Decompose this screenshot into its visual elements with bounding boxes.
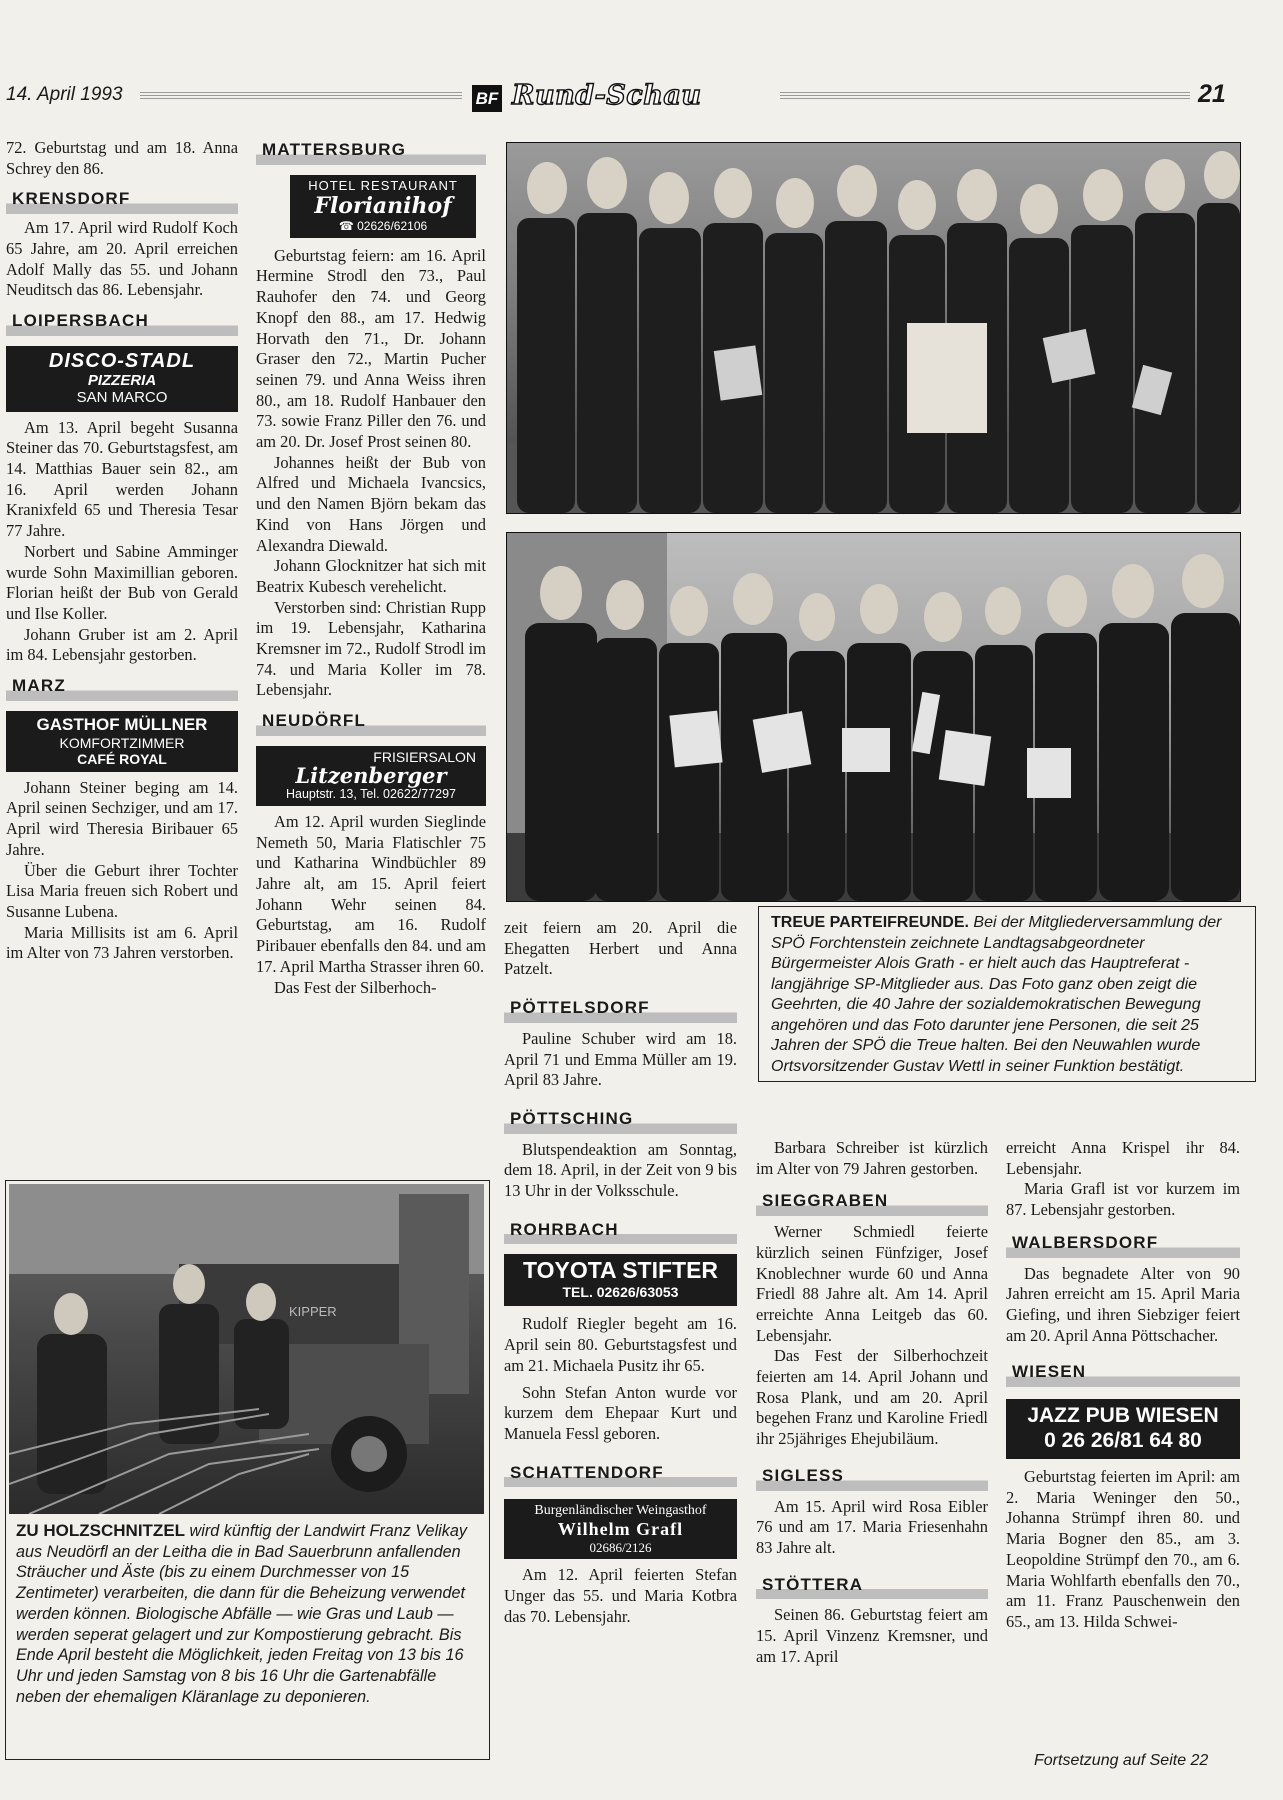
truck-lettering: KIPPER: [289, 1304, 337, 1319]
mattersburg-p3: Johann Glocknitzer hat sich mit Beatrix Kubesch verehelicht.: [256, 556, 486, 596]
wiesen-text: Geburtstag feierten im April: am 2. Maria Weninger den 50., Johanna Strümpf ihren 80. und Maria Bogner den 85., am 3. Leopoldine Strümpf den 70., am 6. Maria Wohlfarth ebenfalls den 70., am 11. Franz Pauschenwein den 65., am 13. Hilda Schwei-: [1006, 1467, 1240, 1631]
column-4: [756, 1138, 988, 1667]
issue-date: 14. April 1993: [6, 84, 123, 105]
ad-florianihof-line2: Florianihof: [314, 192, 452, 219]
marz-p2: Über die Geburt ihrer Tochter Lisa Maria freuen sich Robert und Susanne Lubena.: [6, 860, 238, 921]
photo-25-year-members-image: [507, 533, 1240, 901]
col5-p0: erreicht Anna Krispel ihr 84. Lebensjahr.: [1006, 1138, 1240, 1178]
ad-florianihof: [290, 175, 476, 238]
ad-litz-line1: FRISIERSALON: [373, 748, 476, 765]
column-1: [6, 138, 238, 964]
heading-rohrbach: ROHRBACH: [504, 1218, 737, 1245]
neudoerfl-p1: Am 12. April wurden Sieglinde Nemeth 50, Maria Flatischler 75 und Katharina Windbüchler 89 Jahre alt, am 15. April feiert Johann Wehr seinen 84. Geburtstag, am 16. Rudolf Piribauer ebenfalls den 84. und am 17. April Martha Strasser ihren 60.: [256, 811, 486, 976]
caption-treue-title: TREUE PARTEIFREUNDE.: [771, 914, 969, 931]
ad-grafl-line2: Wilhelm Grafl: [557, 1519, 684, 1540]
ad-jazz-line2: 0 26 26/81 64 80: [1044, 1429, 1202, 1453]
loipersbach-p3: Johann Gruber ist am 2. April im 84. Lebensjahr gestorben.: [6, 624, 238, 665]
heading-stoettera: STÖTTERA: [756, 1573, 988, 1600]
rohrbach-p2: Sohn Stefan Anton wurde vor kurzem dem Ehepaar Kurt und Manuela Fessl geboren.: [504, 1382, 737, 1443]
masthead: [472, 82, 762, 116]
photo-40-year-members: [506, 142, 1241, 514]
loipersbach-p1: Am 13. April begeht Susanna Steiner das 70. Geburtstagsfest, am 14. Matthias Bauer sein 82., am 16. April werden Johann Kranixfeld 65 und Theresia Tesar 77 Jahre.: [6, 417, 238, 541]
heading-walbersdorf: WALBERSDORF: [1006, 1231, 1240, 1258]
header-rule-right: [780, 92, 1190, 101]
caption-holz-body: wird künftig der Landwirt Franz Velikay aus Neudörfl an der Leitha die in Bad Sauerbrunn anfallenden Sträucher und Äste (bis zu einem Durchmesser von 15 Zentimeter) verarbeiten, die dann für die Beheizung verwendet werden können. Biologische Abfälle — wie Gras und Laub — werden seperat gelagert und zur Kompostierung gebracht. Bis Ende April besteht die Möglichkeit, jeden Freitag von 13 bis 16 Uhr und jeden Samstag von 8 bis 16 Uhr die Gartenabfälle neben der ehemaligen Kläranlage zu deponieren.: [16, 1522, 467, 1706]
ad-gasthof-muellner: [6, 711, 238, 772]
masthead-badge: BF: [472, 85, 502, 112]
sigless-text: Am 15. April wird Rosa Eibler 76 und am 17. Maria Friesenhahn 83 Jahre alt.: [756, 1496, 988, 1557]
col4-p0: Barbara Schreiber ist kürzlich im Alter von 79 Jahren gestorben.: [756, 1138, 988, 1178]
col3-continuation: zeit feiern am 20. April die Ehegatten Herbert und Anna Patzelt.: [504, 918, 737, 979]
header-rule-left: [140, 92, 462, 101]
krensdorf-text: Am 17. April wird Rudolf Koch 65 Jahre, am 20. April erreichen Adolf Mally das 55. und Johann Neuditsch das 86. Lebensjahr.: [6, 218, 238, 300]
heading-marz: MARZ: [6, 674, 238, 701]
sieggraben-p2: Das Fest der Silberhochzeit feierten am 14. April Johann und Rosa Plank, und am 20. April begehen Franz und Karoline Friedl ihr 25jähriges Ehejubiläum.: [756, 1346, 988, 1449]
ad-litzenberger: [256, 746, 486, 806]
caption-treue-parteifreunde: [758, 906, 1256, 1082]
poettsching-text: Blutspendeaktion am Sonntag, dem 18. April, in der Zeit von 9 bis 13 Uhr in der Volksschule.: [504, 1139, 737, 1201]
ad-florianihof-line3: ☎ 02626/62106: [338, 218, 428, 233]
heading-loipersbach: LOIPERSBACH: [6, 309, 238, 336]
ad-weingasthof-grafl: [504, 1499, 737, 1559]
rohrbach-p1: Rudolf Riegler begeht am 16. April sein 80. Geburtstagsfest und am 21. Michaela Pusitz ihr 65.: [504, 1314, 737, 1375]
marz-p1: Johann Steiner beging am 14. April seinen Sechziger, und am 17. April wird Theresia Biribauer 65 Jahre.: [6, 777, 238, 859]
heading-sieggraben: SIEGGRABEN: [756, 1189, 988, 1216]
poettelsdorf-text: Pauline Schuber wird am 18. April 71 und Emma Müller am 19. April 83 Jahre.: [504, 1028, 737, 1090]
caption-treue-body: Bei der Mitgliederversammlung der SPÖ Forchtenstein zeichnete Landtagsabgeordneter Bürgermeister Alois Grath - er hielt auch das Hauptreferat - langjährige SP-Mitglieder aus. Das Foto ganz oben zeigt die Geehrten, die 40 Jahre der sozialdemokratischen Bewegung angehören und das Foto darunter jene Personen, die seit 25 Jahren der SPÖ die Treue halten. Bei den Neuwahlen wurde Ortsvorsitzender Gustav Wettl in seiner Funktion bestätigt.: [771, 914, 1222, 1075]
heading-sigless: SIGLESS: [756, 1464, 988, 1491]
heading-schattendorf: SCHATTENDORF: [504, 1461, 737, 1488]
ad-florianihof-line1: HOTEL RESTAURANT: [308, 177, 458, 193]
col1-intro: 72. Geburtstag und am 18. Anna Schrey den 86.: [6, 138, 238, 178]
ad-muellner-line3: CAFÉ ROYAL: [77, 750, 167, 767]
caption-holz-title: ZU HOLZSCHNITZEL: [16, 1521, 186, 1540]
ad-muellner-line1: GASTHOF MÜLLNER: [36, 714, 208, 734]
walbersdorf-text: Das begnadete Alter von 90 Jahren erreicht am 15. April Maria Giefing, und ihren Siebziger feiert am 20. April Anna Pöttschacher.: [1006, 1263, 1240, 1345]
column-2: [256, 138, 486, 998]
ad-disco-stadl: [6, 346, 238, 412]
column-3: [504, 918, 737, 1627]
ad-muellner-line2: KOMFORTZIMMER: [59, 734, 185, 751]
loipersbach-p2: Norbert und Sabine Amminger wurde Sohn Maximillian geboren. Florian heißt der Bub von Gerald und Ilse Koller.: [6, 541, 238, 623]
photo-wood-chipper: [9, 1184, 484, 1514]
continued-note: Fortsetzung auf Seite 22: [1034, 1752, 1209, 1769]
heading-krensdorf: KRENSDORF: [6, 187, 238, 214]
heading-mattersburg: MATTERSBURG: [256, 138, 486, 165]
schattendorf-text: Am 12. April feierten Stefan Unger das 55. und Maria Kotbra das 70. Lebensjahr.: [504, 1565, 737, 1626]
photo-40-year-members-image: [507, 143, 1240, 513]
ad-disco-line3: SAN MARCO: [76, 388, 168, 406]
ad-jazz-pub-wiesen: [1006, 1399, 1240, 1459]
ad-toyota-line1: TOYOTA STIFTER: [522, 1257, 719, 1284]
photo-wood-chipper-image: [9, 1184, 484, 1514]
heading-poettsching: PÖTTSCHING: [504, 1107, 737, 1134]
col5-p1: Maria Grafl ist vor kurzem im 87. Lebensjahr gestorben.: [1006, 1179, 1240, 1220]
page-number: 21: [1198, 80, 1226, 108]
ad-grafl-line3: 02686/2126: [589, 1540, 652, 1556]
masthead-title: Rund-Schau: [512, 80, 702, 111]
sieggraben-p1: Werner Schmiedl feierte kürzlich seinen Fünfziger, Josef Knoblechner wurde 60 und Anna Friedl 88 Jahre alt. Am 14. April erreichte Anna Leitgeb das 60. Lebensjahr.: [756, 1222, 988, 1345]
ad-jazz-line1: JAZZ PUB WIESEN: [1027, 1404, 1219, 1428]
mattersburg-p4: Verstorben sind: Christian Rupp im 19. Lebensjahr, Katharina Kremsner im 72., Rudolf Strodl im 74. und Maria Koller im 78. Lebensjahr.: [256, 597, 486, 700]
ad-toyota-stifter: [504, 1254, 737, 1306]
marz-p3: Maria Millisits ist am 6. April im Alter von 73 Jahren verstorben.: [6, 922, 238, 963]
neudoerfl-p2: Das Fest der Silberhoch-: [274, 977, 437, 997]
stoettera-text: Seinen 86. Geburtstag feiert am 15. April Vinzenz Kremsner, und am 17. April: [756, 1605, 988, 1666]
ad-litz-line2: Litzenberger: [295, 762, 447, 788]
ad-litz-line3: Hauptstr. 13, Tel. 02622/77297: [285, 786, 457, 801]
mattersburg-p2: Johannes heißt der Bub von Alfred und Michaela Ivancsics, und den Namen Björn bekam das Kind von Hans Jörgen und Alexandra Diewald.: [256, 452, 486, 555]
photo-25-year-members: [506, 532, 1241, 902]
ad-grafl-line1: Burgenländischer Weingasthof: [534, 1503, 707, 1519]
mattersburg-p1: Geburtstag feiern: am 16. April Hermine Strodl den 73., Paul Rauhofer den 74. und Georg Knopf den 88., am 17. Hedwig Horvath den 71., Dr. Johann Graser den 72., Martin Pucher seinen 79. und Anna Weiss ihren 80., am 18. Rudolf Hanbauer den 73. sowie Franz Piller den 76. und am 20. Dr. Josef Prost seinen 80.: [256, 245, 486, 452]
heading-neudoerfl: NEUDÖRFL: [256, 709, 486, 736]
holzschnitzel-box: [5, 1180, 490, 1760]
column-5: [1006, 1138, 1240, 1633]
caption-holzschnitzel: [16, 1521, 478, 1707]
ad-disco-line2: PIZZERIA: [87, 371, 157, 389]
heading-poettelsdorf: PÖTTELSDORF: [504, 996, 737, 1023]
heading-wiesen: WIESEN: [1006, 1360, 1240, 1387]
ad-disco-line1: DISCO-STADL: [48, 349, 196, 372]
ad-toyota-line2: TEL. 02626/63053: [562, 1284, 679, 1301]
